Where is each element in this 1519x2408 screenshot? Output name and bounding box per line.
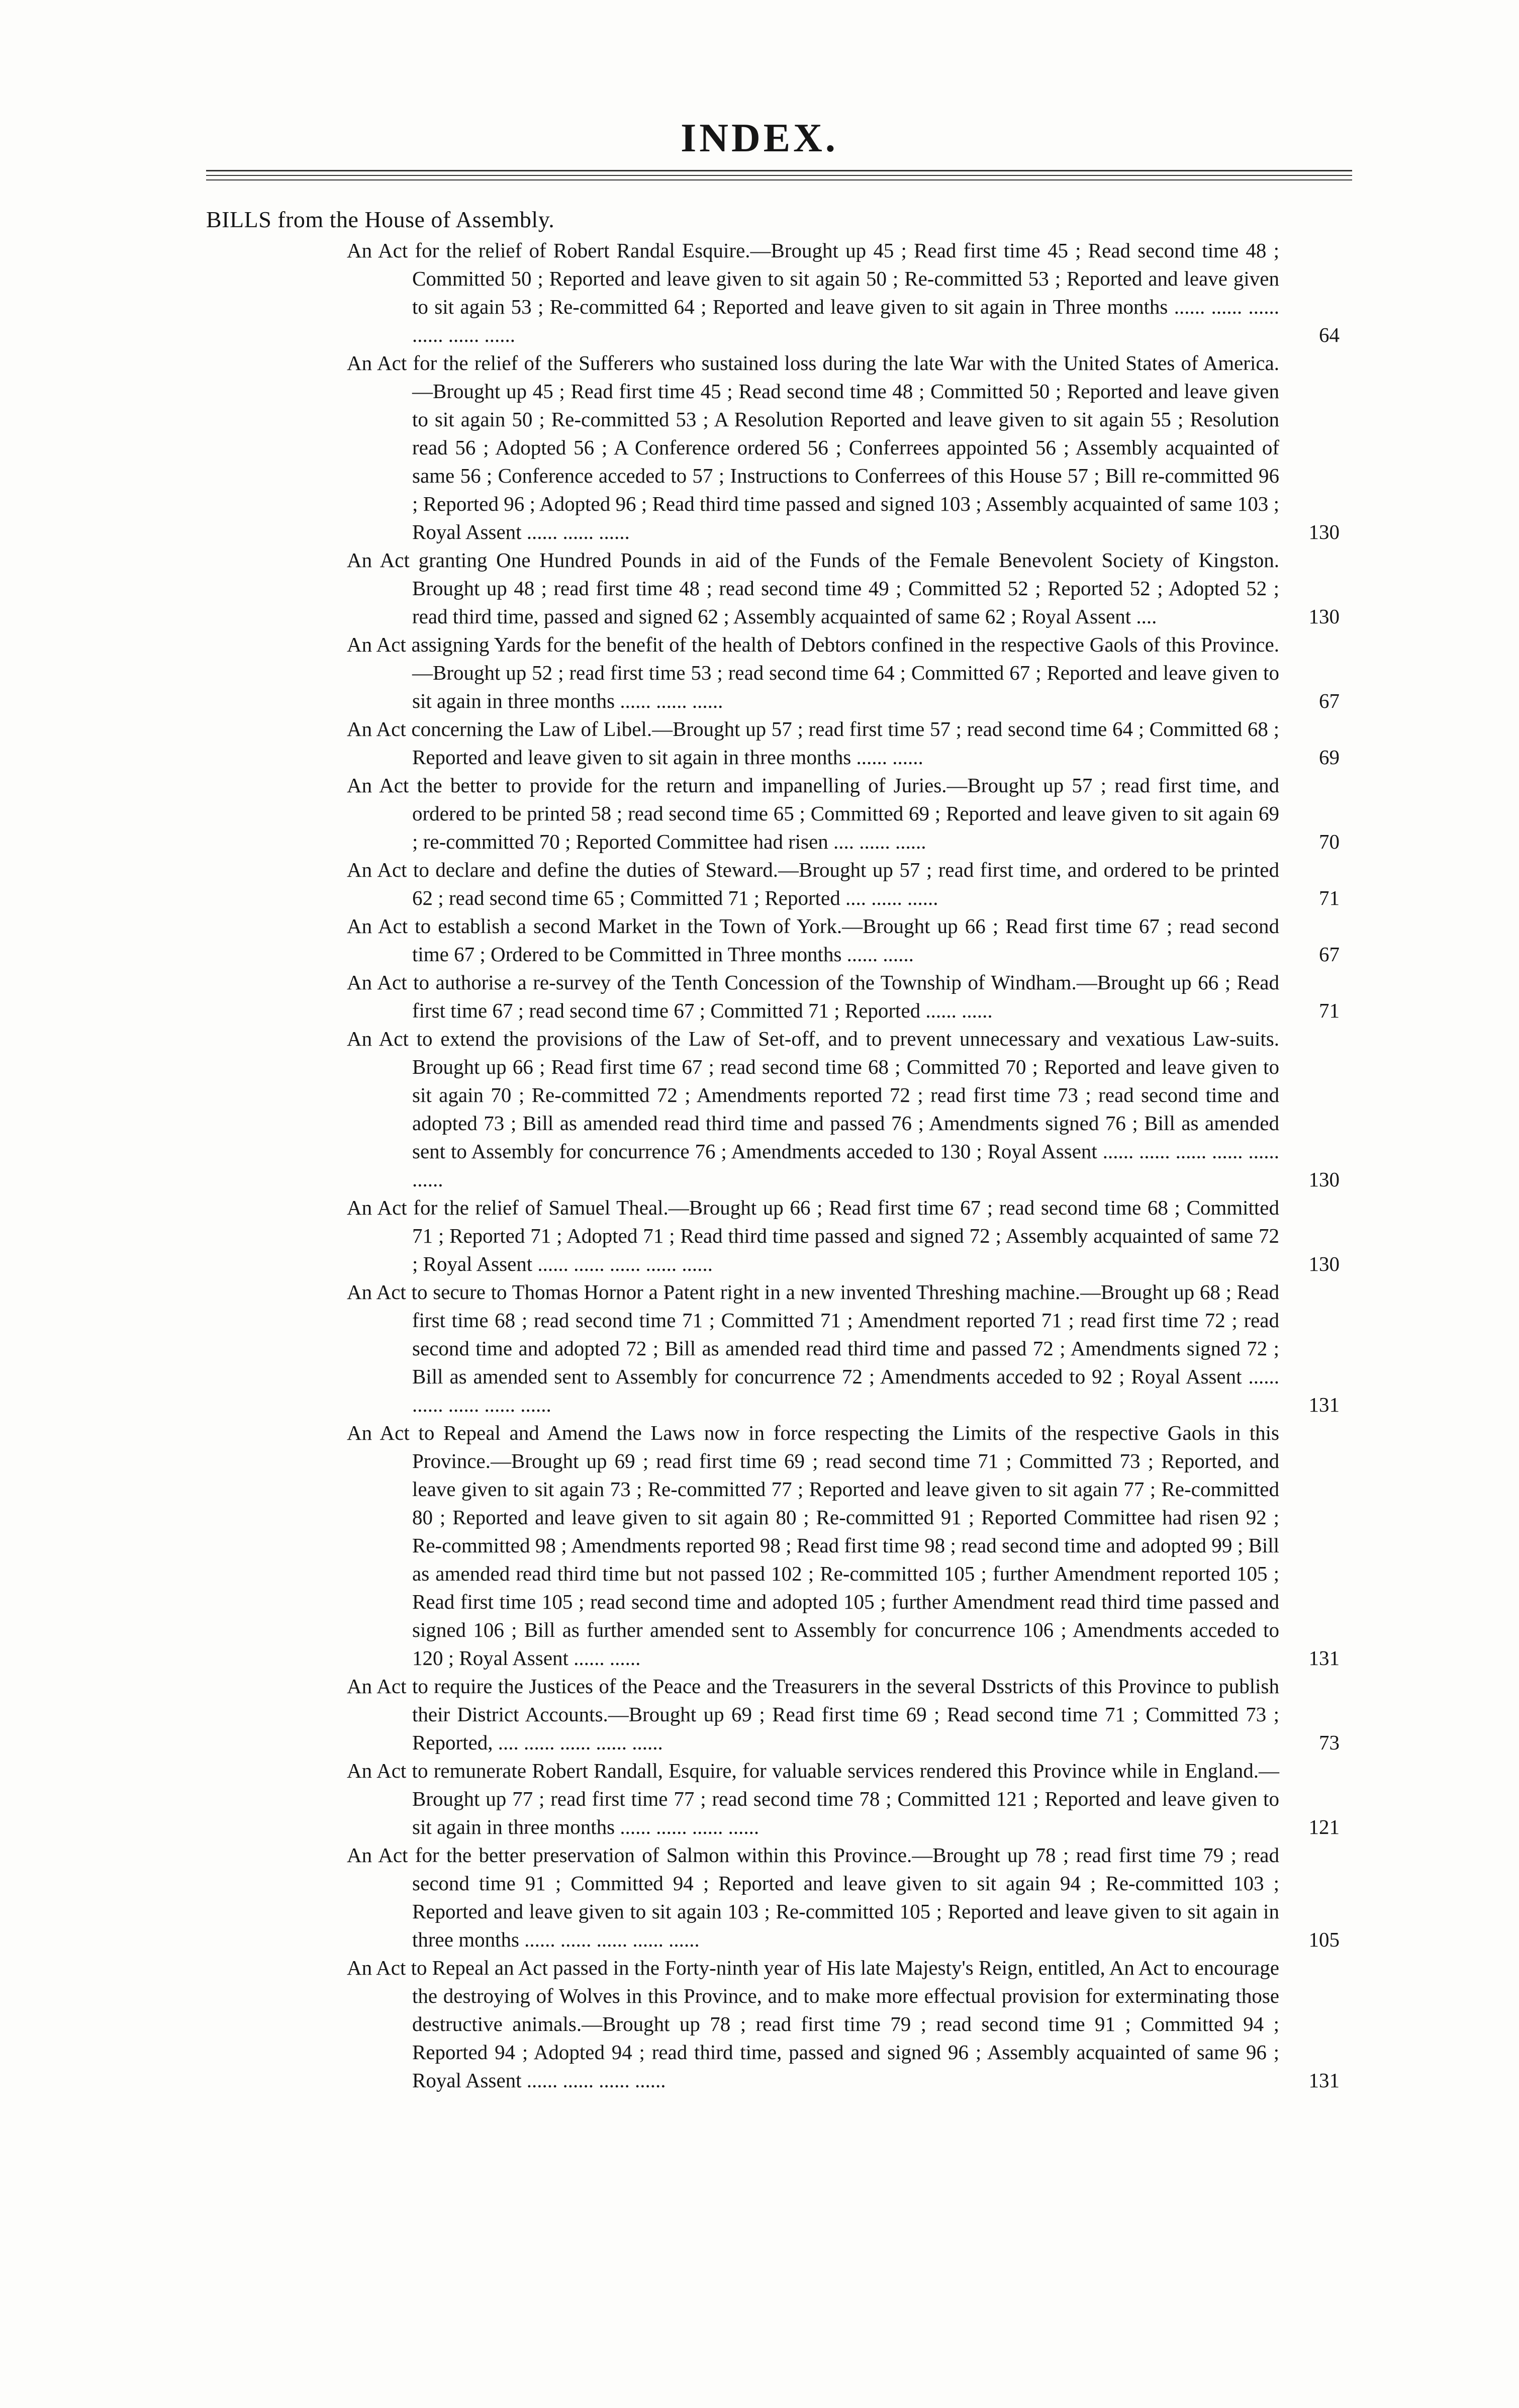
- entry-text: An Act to secure to Thomas Hornor a Patent right in a new invented Threshing machine.—Brought up 68 ; Read first time 68 ; read second time 71 ; Committed 71 ; Amendment reported 71 ; read first time 72 ; read second time and adopted 72 ; Bill as amended read third time and passed 72 ; Amendments signed 72 ; Bill as amended sent to Assembly for concurrence 72 ; Amendments acceded to 92 ; Royal Assent ...... ...... ...... ...... ......: [347, 1280, 1279, 1416]
- page-number: 67: [1319, 943, 1340, 966]
- index-entry: [347, 715, 1340, 771]
- entry-text: An Act the better to provide for the return and impanelling of Juries.—Brought up 57 ; read first time, and ordered to be printed 58 ; read second time 65 ; Committed 69 ; Reported and leave given to sit again 69 ; re-committed 70 ; Reported Committee had risen .... ...... ......: [347, 774, 1279, 853]
- page-number: 69: [1319, 746, 1340, 769]
- page-number: 71: [1319, 886, 1340, 909]
- index-entry: [347, 968, 1340, 1025]
- index-entry: [347, 236, 1340, 349]
- index-entry: [347, 630, 1340, 715]
- entry-text: An Act to Repeal an Act passed in the Forty-ninth year of His late Majesty's Reign, entitled, An Act to encourage the destroying of Wolves in this Province, and to make more effectual provision for exterminating those destructive animals.—Brought up 78 ; read first time 79 ; read second time 91 ; Committed 94 ; Reported 94 ; Adopted 94 ; read third time, passed and signed 96 ; Assembly acquainted of same 96 ; Royal Assent ...... ...... ...... ......: [347, 1956, 1279, 2092]
- page-title: INDEX.: [681, 116, 838, 160]
- index-entry: [347, 1756, 1340, 1841]
- index-entry: [347, 1025, 1340, 1193]
- entry-text: An Act to declare and define the duties of Steward.—Brought up 57 ; read first time, and ordered to be printed 62 ; read second time 65 ; Committed 71 ; Reported .... ...... ......: [347, 858, 1279, 909]
- entry-text: An Act for the relief of Robert Randal Esquire.—Brought up 45 ; Read first time 45 ; Read second time 48 ; Committed 50 ; Reported and leave given to sit again 50 ; Re-committed 53 ; Reported and leave given to sit again 53 ; Re-committed 64 ; Reported and leave given to sit again in Three months ...... ...... ...... ...... ...... ......: [347, 239, 1279, 346]
- page-number: 73: [1319, 1731, 1340, 1754]
- entry-text: An Act to remunerate Robert Randall, Esquire, for valuable services rendered this Province while in England.—Brought up 77 ; read first time 77 ; read second time 78 ; Committed 121 ; Reported and leave given to sit again in three months ...... ...... ...... ......: [347, 1759, 1279, 1838]
- entry-text: An Act for the relief of the Sufferers who sustained loss during the late War with the United States of America.—Brought up 45 ; Read first time 45 ; Read second time 48 ; Committed 50 ; Reported and leave given to sit again 50 ; Re-committed 53 ; A Resolution Reported and leave given to sit again 55 ; Resolution read 56 ; Adopted 56 ; A Conference ordered 56 ; Conferrees appointed 56 ; Assembly acquainted of same 56 ; Conference acceded to 57 ; Instructions to Conferrees of this House 57 ; Bill re-committed 96 ; Reported 96 ; Adopted 96 ; Read third time passed and signed 103 ; Assembly acquainted of same 103 ; Royal Assent ...... ...... ......: [347, 351, 1279, 543]
- entry-text: An Act to require the Justices of the Peace and the Treasurers in the several Dsstricts of this Province to publish their District Accounts.—Brought up 69 ; Read first time 69 ; Read second time 71 ; Committed 73 ; Reported, .... ...... ...... ...... ......: [347, 1675, 1279, 1754]
- page-number: 105: [1308, 1928, 1340, 1951]
- entry-text: An Act for the relief of Samuel Theal.—Brought up 66 ; Read first time 67 ; read second time 68 ; Committed 71 ; Reported 71 ; Adopted 71 ; Read third time passed and signed 72 ; Assembly acquainted of same 72 ; Royal Assent ...... ...... ...... ...... ......: [347, 1196, 1279, 1275]
- index-entry: [347, 1193, 1340, 1278]
- page-number: 121: [1308, 1815, 1340, 1838]
- index-entry: [347, 1841, 1340, 1954]
- page-number: 70: [1319, 830, 1340, 853]
- page-number: 130: [1308, 605, 1340, 628]
- page-number: 64: [1319, 323, 1340, 346]
- index-entry: [347, 771, 1340, 856]
- index-entry: [347, 546, 1340, 630]
- entry-text: An Act to Repeal and Amend the Laws now in force respecting the Limits of the respective Gaols in this Province.—Brought up 69 ; read first time 69 ; read second time 71 ; Committed 73 ; Reported, and leave given to sit again 73 ; Re-committed 77 ; Reported and leave given to sit again 77 ; Re-committed 80 ; Reported and leave given to sit again 80 ; Re-committed 91 ; Reported Committee had risen 92 ; Re-committed 98 ; Amendments reported 98 ; Read first time 98 ; read second time and adopted 99 ; Bill as amended read third time but not passed 102 ; Re-committed 105 ; further Amendment reported 105 ; Read first time 105 ; read second time and adopted 105 ; further Amendment read third time passed and signed 106 ; Bill as further amended sent to Assembly for concurrence 106 ; Amendments acceded to 120 ; Royal Assent ...... ......: [347, 1421, 1279, 1670]
- index-entry: [347, 1672, 1340, 1756]
- entry-text: An Act concerning the Law of Libel.—Brought up 57 ; read first time 57 ; read second time 64 ; Committed 68 ; Reported and leave given to sit again in three months ...... ......: [347, 717, 1279, 769]
- page-number: 71: [1319, 999, 1340, 1022]
- page-number: 131: [1308, 1646, 1340, 1670]
- page-number: 130: [1308, 1252, 1340, 1275]
- entry-text: An Act to establish a second Market in the Town of York.—Brought up 66 ; Read first time 67 ; read second time 67 ; Ordered to be Committed in Three months ...... ......: [347, 914, 1279, 966]
- index-entry: [347, 1419, 1340, 1672]
- entry-text: An Act assigning Yards for the benefit of the health of Debtors confined in the respective Gaols of this Province.—Brought up 52 ; read first time 53 ; read second time 64 ; Committed 67 ; Reported and leave given to sit again in three months ...... ...... ......: [347, 633, 1279, 712]
- entry-text: An Act granting One Hundred Pounds in aid of the Funds of the Female Benevolent Society of Kingston. Brought up 48 ; read first time 48 ; read second time 49 ; Committed 52 ; Reported 52 ; Adopted 52 ; read third time, passed and signed 62 ; Assembly acquainted of same 62 ; Royal Assent ....: [347, 548, 1279, 628]
- page-number: 130: [1308, 520, 1340, 543]
- entry-text: An Act for the better preservation of Salmon within this Province.—Brought up 78 ; read first time 79 ; read second time 91 ; Committed 94 ; Reported and leave given to sit again 94 ; Re-committed 103 ; Reported and leave given to sit again 103 ; Re-committed 105 ; Reported and leave given to sit again in three months ...... ...... ...... ...... ......: [347, 1843, 1279, 1951]
- index-entry: [347, 856, 1340, 912]
- index-entries: [347, 236, 1340, 2094]
- entry-text: An Act to authorise a re-survey of the Tenth Concession of the Township of Windham.—Brought up 66 ; Read first time 67 ; read second time 67 ; Committed 71 ; Reported ...... ......: [347, 971, 1279, 1022]
- index-entry: [347, 349, 1340, 546]
- index-entry: [347, 1278, 1340, 1419]
- page-number: 131: [1308, 2069, 1340, 2092]
- index-entry: [347, 1954, 1340, 2094]
- page-number: 67: [1319, 689, 1340, 712]
- page-number: 131: [1308, 1393, 1340, 1416]
- entry-text: An Act to extend the provisions of the Law of Set-off, and to prevent unnecessary and vexatious Law-suits. Brought up 66 ; Read first time 67 ; read second time 68 ; Committed 70 ; Reported and leave given to sit again 70 ; Re-committed 72 ; Amendments reported 72 ; read first time 73 ; read second time and adopted 73 ; Bill as amended read third time and passed 76 ; Amendments signed 76 ; Bill as amended sent to Assembly for concurrence 76 ; Amendments acceded to 130 ; Royal Assent ...... ...... ...... ...... ...... ......: [347, 1027, 1279, 1191]
- page-number: 130: [1308, 1168, 1340, 1191]
- section-heading: BILLS from the House of Assembly.: [206, 207, 555, 232]
- title-rule: [206, 170, 1352, 184]
- index-entry: [347, 912, 1340, 968]
